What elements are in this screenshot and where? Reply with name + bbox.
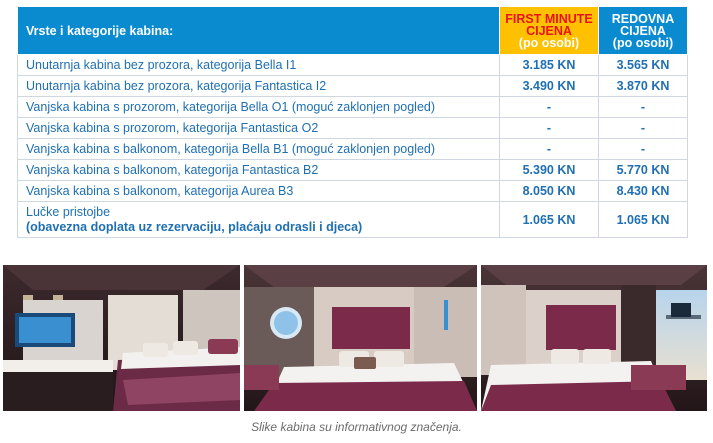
first-minute-price: 1.065 KN [500,202,599,238]
cabin-photo-1-image [3,265,240,411]
cabin-photo-1 [3,265,240,411]
first-minute-price: 3.185 KN [500,55,599,76]
cabin-name: Unutarnja kabina bez prozora, kategorija Fantastica I2 [18,76,500,97]
cabin-name: Unutarnja kabina bez prozora, kategorija Bella I1 [18,55,500,76]
cabin-photo-3-image [481,265,707,411]
table-row [18,118,688,139]
port-fees-cell [18,202,500,238]
category-header: Vrste i kategorije kabina: [18,7,500,55]
table-row [18,139,688,160]
regular-price: - [599,118,688,139]
regular-price: 5.770 KN [599,160,688,181]
first-minute-header [500,7,599,55]
cabin-name: Vanjska kabina s prozorom, kategorija Fantastica O2 [18,118,500,139]
table-row [18,76,688,97]
table-row [18,97,688,118]
regular-price: 3.870 KN [599,76,688,97]
regular-title-line2: CIJENA [620,23,666,38]
table-header-row [18,7,688,55]
first-minute-price: - [500,139,599,160]
port-fees-label: Lučke pristojbe [26,204,111,219]
cabin-photo-3 [481,265,707,411]
cabin-name: Vanjska kabina s balkonom, kategorija Bella B1 (moguć zaklonjen pogled) [18,139,500,160]
first-minute-title-line1: FIRST MINUTE [505,11,593,26]
regular-price: - [599,97,688,118]
table-row [18,160,688,181]
regular-price: 8.430 KN [599,181,688,202]
cabin-name: Vanjska kabina s balkonom, kategorija Aurea B3 [18,181,500,202]
first-minute-title-line2: CIJENA [526,23,572,38]
cabin-photo-2 [244,265,477,411]
cabin-photo-2-image [244,265,477,411]
regular-price: - [599,139,688,160]
first-minute-note: (po osobi) [518,35,580,50]
first-minute-price: 3.490 KN [500,76,599,97]
regular-title-line1: REDOVNA [611,11,675,26]
first-minute-price: 8.050 KN [500,181,599,202]
photo-caption: Slike kabina su informativnog značenja. [251,420,462,434]
first-minute-price: 5.390 KN [500,160,599,181]
regular-price-header [599,7,688,55]
port-fees-row [18,202,688,238]
cabin-name: Vanjska kabina s balkonom, kategorija Fantastica B2 [18,160,500,181]
table-row [18,55,688,76]
first-minute-price: - [500,118,599,139]
price-table [17,6,688,238]
first-minute-price: - [500,97,599,118]
table-row [18,181,688,202]
regular-note: (po osobi) [612,35,674,50]
cabin-photos [3,265,707,411]
regular-price: 1.065 KN [599,202,688,238]
regular-price: 3.565 KN [599,55,688,76]
cabin-name: Vanjska kabina s prozorom, kategorija Bella O1 (moguć zaklonjen pogled) [18,97,500,118]
port-fees-note: (obavezna doplata uz rezervaciju, plaćaju odrasli i djeca) [26,219,363,234]
